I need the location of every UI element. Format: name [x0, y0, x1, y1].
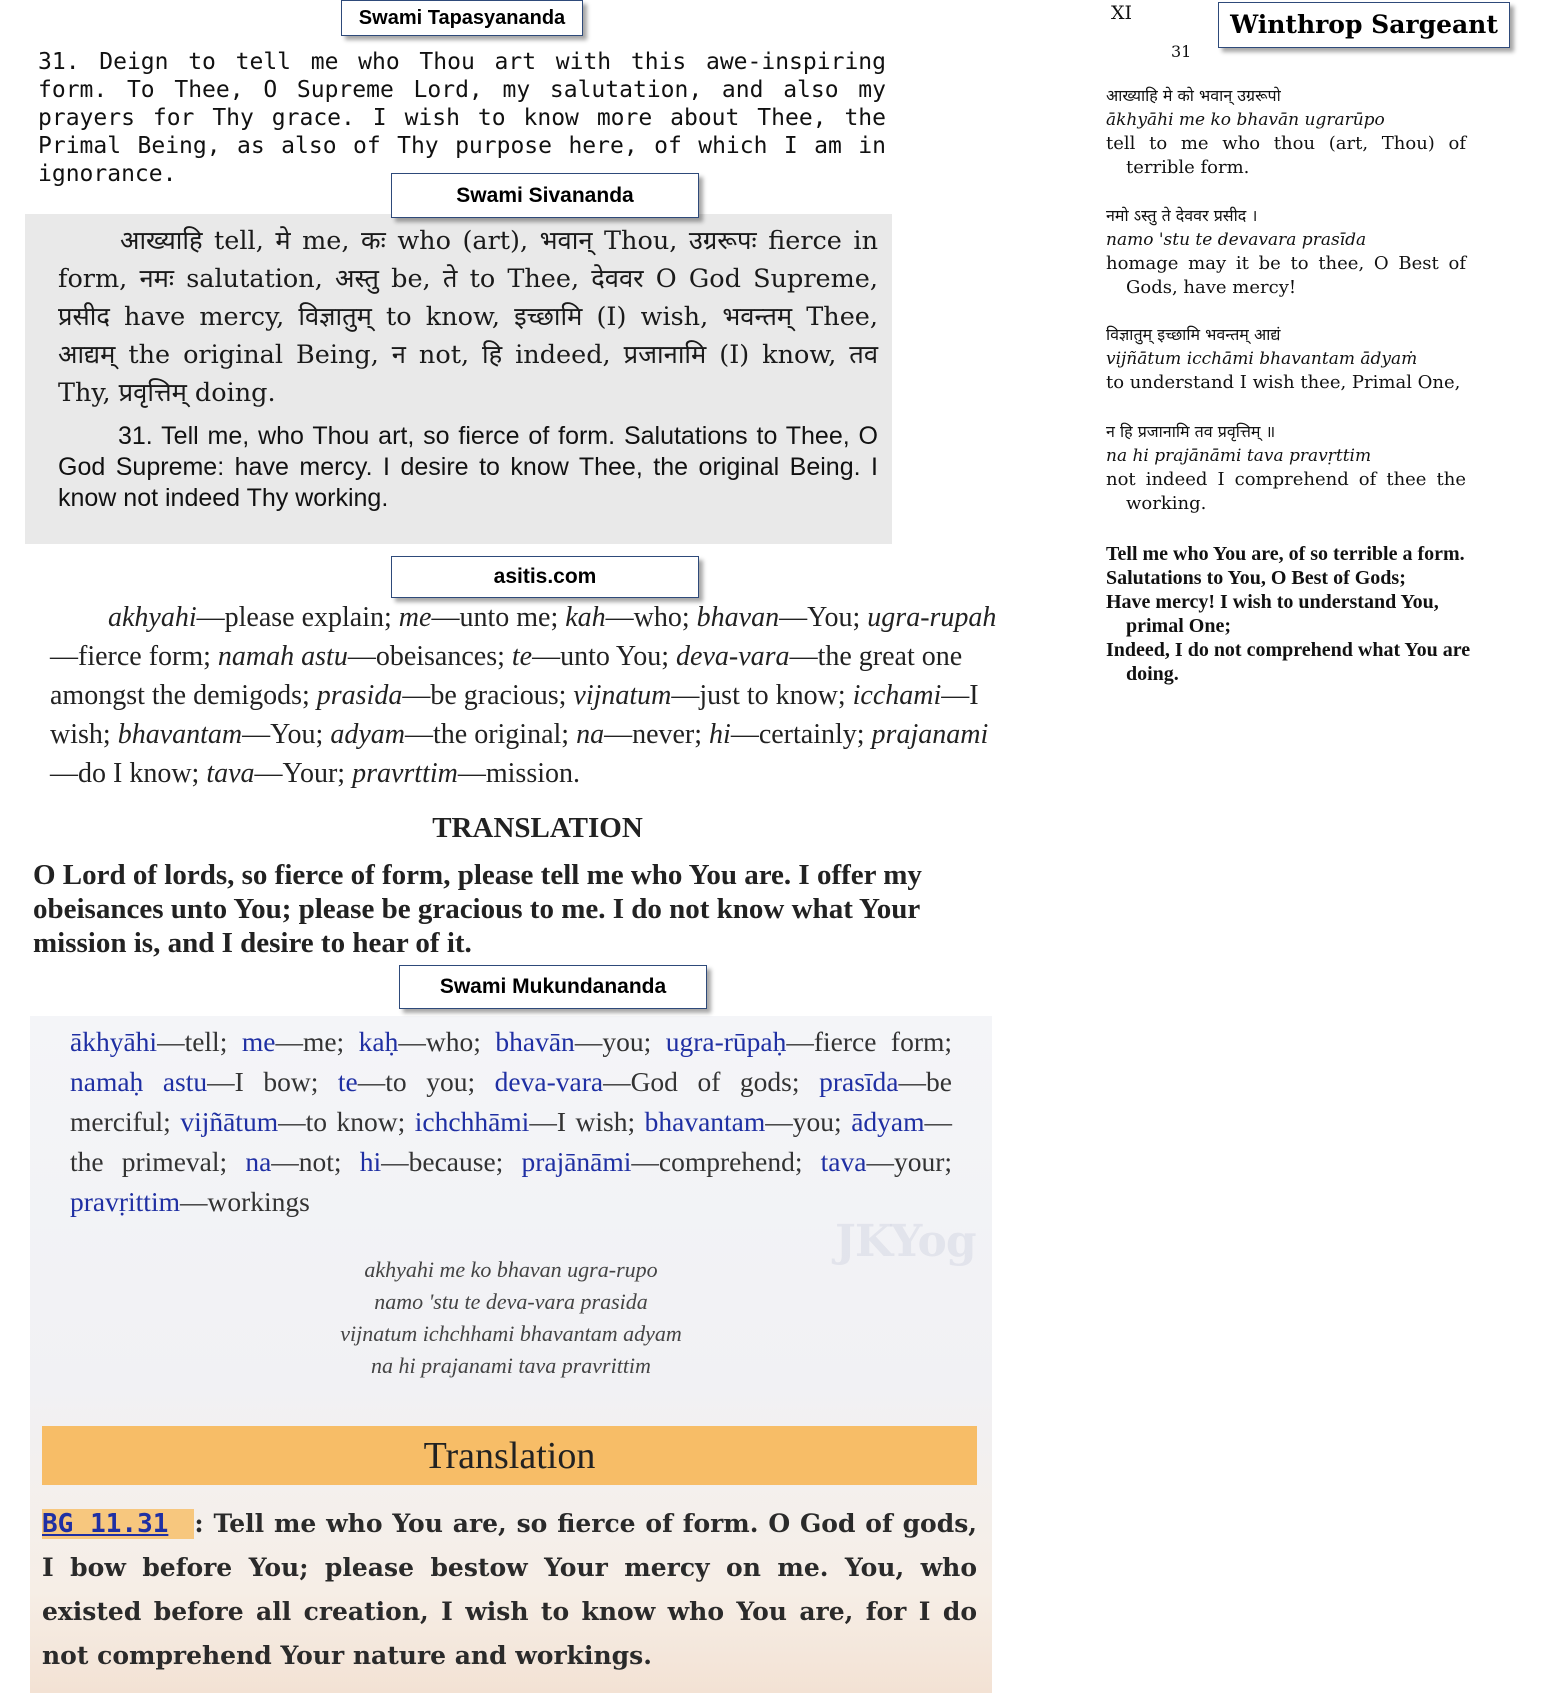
gloss-term: akhyahi — [108, 602, 197, 633]
gloss-term: kaḥ — [358, 1026, 399, 1057]
sargeant-devanagari: आख्याहि मे को भवान् उग्ररूपो — [1106, 86, 1281, 105]
gloss-meaning: —I wish; — [529, 1106, 645, 1137]
gloss-term: pravrttim — [352, 758, 458, 789]
gloss-meaning: —please explain; — [196, 602, 399, 633]
asitis-gloss — [50, 598, 1010, 793]
gloss-meaning: —workings — [179, 1186, 310, 1217]
gloss-meaning: —You; — [779, 602, 868, 633]
jkyog-watermark: JKYog — [835, 1216, 976, 1267]
sargeant-english: homage may it be to thee, O Best of Gods, have mercy! — [1106, 253, 1466, 298]
gloss-meaning: —be gracious; — [402, 680, 574, 711]
gloss-meaning: —to you; — [357, 1066, 495, 1097]
mukundananda-translation-heading: Translation — [42, 1426, 977, 1485]
gloss-term: vijñātum — [180, 1106, 279, 1137]
gloss-term: hi — [359, 1146, 382, 1177]
verse-line: na hi prajanami tava pravrittim — [371, 1353, 651, 1378]
gloss-meaning: —never; — [604, 719, 710, 750]
gloss-term: kah — [565, 602, 606, 633]
sargeant-devanagari: विज्ञातुम् इच्छामि भवन्तम् आद्यं — [1106, 325, 1281, 344]
gloss-term: prajānāmi — [521, 1146, 632, 1177]
asitis-translation: O Lord of lords, so fierce of form, please tell me who You are. I offer my obeisances unto You; please be gracious to me. I do not know what Your mission is, and I desire to hear of it. — [33, 859, 922, 959]
asitis-translation-heading: TRANSLATION — [432, 812, 643, 844]
gloss-meaning: —the original; — [404, 719, 577, 750]
gloss-term: te — [337, 1066, 358, 1097]
sargeant-translation-line: Salutations to You, O Best of Gods; — [1106, 567, 1406, 589]
gloss-term: deva-vara — [676, 641, 790, 672]
tapasyananda-label: Swami Tapasyananda — [341, 0, 583, 36]
gloss-meaning: —tell; — [157, 1026, 242, 1057]
gloss-term: deva-vara — [494, 1066, 604, 1097]
sargeant-line-1 — [1106, 84, 1466, 180]
sargeant-english: not indeed I comprehend of thee the working. — [1106, 469, 1466, 514]
verse-line: vijnatum ichchhami bhavantam adyam — [340, 1321, 682, 1346]
mukundananda-gloss — [70, 1022, 952, 1222]
mukundananda-verse — [30, 1254, 992, 1382]
gloss-meaning: —who; — [398, 1026, 496, 1057]
tapasyananda-text: 31. Deign to tell me who Thou art with this awe-inspiring form. To Thee, O Supreme Lord, my salutation, and also my prayers for Thy grace. I wish to know more about Thee, the Primal Being, as also of Thy purpose here, of which I am in ignorance. — [38, 49, 886, 187]
gloss-meaning: —Your; — [254, 758, 353, 789]
sargeant-translation-line: Have mercy! I wish to understand You, primal One; — [1106, 591, 1439, 637]
gloss-meaning: —fierce form; — [786, 1026, 953, 1057]
gloss-term: pravṛittim — [70, 1186, 180, 1217]
gloss-meaning: —comprehend; — [631, 1146, 821, 1177]
gloss-meaning: —be merciful; — [70, 1066, 952, 1137]
sargeant-transliteration: ākhyāhi me ko bhavān ugrarūpo — [1106, 110, 1385, 130]
gloss-term: bhavān — [495, 1026, 575, 1057]
gloss-term: na — [576, 719, 605, 750]
sivananda-label: Swami Sivananda — [391, 173, 699, 218]
sivananda-panel — [25, 214, 892, 544]
gloss-term: me — [398, 602, 432, 633]
verse-reference-link[interactable]: BG 11.31 — [42, 1509, 194, 1539]
mukundananda-label: Swami Mukundananda — [399, 965, 707, 1009]
gloss-term: ādyam — [851, 1106, 925, 1137]
gloss-meaning: —mission. — [457, 758, 580, 789]
gloss-meaning: —the great one amongst the demigods; — [50, 641, 963, 711]
sargeant-translation-line: Indeed, I do not comprehend what You are doing. — [1106, 639, 1471, 685]
gloss-term: namaḥ astu — [70, 1066, 208, 1097]
gloss-term: hi — [709, 719, 731, 750]
gloss-term: ichchhāmi — [414, 1106, 530, 1137]
gloss-term: bhavan — [696, 602, 780, 633]
gloss-meaning: —you; — [574, 1026, 666, 1057]
gloss-meaning: —not; — [271, 1146, 360, 1177]
mukundananda-translation: BG 11.31 : Tell me who You are, so fierce of form. O God of gods, I bow before You; please bestow Your mercy on me. You, who existed before all creation, I wish to know who You are, for I do not comprehend Your nature and workings. — [42, 1509, 977, 1670]
gloss-term: prasīda — [819, 1066, 899, 1097]
sargeant-line-2 — [1106, 204, 1466, 300]
gloss-meaning: —me; — [275, 1026, 359, 1057]
gloss-term: ugra-rūpaḥ — [665, 1026, 787, 1057]
gloss-meaning: —you; — [765, 1106, 852, 1137]
gloss-term: bhavantam — [117, 719, 243, 750]
gloss-term: prasida — [316, 680, 403, 711]
gloss-term: ākhyāhi — [70, 1026, 158, 1057]
sargeant-transliteration: vijñātum icchāmi bhavantam ādyaṁ — [1106, 349, 1418, 369]
gloss-meaning: —certainly; — [730, 719, 872, 750]
gloss-meaning: —just to know; — [671, 680, 853, 711]
verse-line: akhyahi me ko bhavan ugra-rupo — [364, 1257, 658, 1282]
sargeant-line-3 — [1106, 323, 1466, 395]
gloss-term: tava — [206, 758, 255, 789]
sargeant-translation — [1106, 542, 1486, 686]
gloss-meaning: —to know; — [278, 1106, 415, 1137]
sargeant-translation-line: Tell me who You are, of so terrible a form. — [1106, 543, 1465, 565]
gloss-meaning: —because; — [381, 1146, 522, 1177]
gloss-meaning: —I wish; — [50, 680, 979, 750]
gloss-meaning: —who; — [605, 602, 697, 633]
mukundananda-panel — [30, 1016, 992, 1693]
gloss-meaning: —I bow; — [207, 1066, 338, 1097]
sargeant-line-4 — [1106, 420, 1466, 516]
gloss-meaning: —God of gods; — [603, 1066, 820, 1097]
sargeant-transliteration: na hi prajānāmi tava pravṛttim — [1106, 446, 1372, 466]
gloss-meaning: —the primeval; — [70, 1106, 953, 1177]
gloss-meaning: —obeisances; — [347, 641, 512, 672]
gloss-term: bhavantam — [644, 1106, 766, 1137]
gloss-term: namah astu — [217, 641, 348, 672]
gloss-term: na — [245, 1146, 272, 1177]
gloss-term: te — [511, 641, 533, 672]
sargeant-label: Winthrop Sargeant — [1218, 2, 1510, 48]
sargeant-devanagari: नमो ऽस्तु ते देववर प्रसीद । — [1106, 206, 1258, 225]
sargeant-transliteration: namo 'stu te devavara prasīda — [1106, 230, 1367, 250]
gloss-meaning: —fierce form; — [50, 641, 218, 672]
gloss-term: me — [241, 1026, 276, 1057]
gloss-meaning: —You; — [242, 719, 331, 750]
sargeant-devanagari: न हि प्रजानामि तव प्रवृत्तिम् ॥ — [1106, 422, 1276, 441]
gloss-meaning: —unto You; — [532, 641, 677, 672]
gloss-term: ugra-rupah — [867, 602, 997, 633]
asitis-label: asitis.com — [391, 556, 699, 598]
mukundananda-translation-text: Tell me who You are, so fierce of form. O God of gods, I bow before You; please bestow Your mercy on me. You, who existed before all creation, I wish to know who You are, for I do not comprehend Your nature and workings. — [42, 1509, 977, 1670]
sargeant-verse-number: 31 — [1171, 42, 1192, 61]
gloss-term: adyam — [330, 719, 405, 750]
sivananda-translation: 31. Tell me, who Thou art, so fierce of form. Salutations to Thee, O God Supreme: have mercy. I desire to know Thee, the original Being. I know not indeed Thy working. — [58, 422, 878, 512]
gloss-term: prajanami — [871, 719, 989, 750]
gloss-meaning: —your; — [866, 1146, 952, 1177]
sargeant-chapter: XI — [1111, 2, 1133, 24]
sargeant-english: to understand I wish thee, Primal One, — [1106, 372, 1461, 393]
gloss-meaning: —unto me; — [431, 602, 566, 633]
sargeant-english: tell to me who thou (art, Thou) of terrible form. — [1106, 133, 1466, 178]
verse-line: namo 'stu te deva-vara prasida — [374, 1289, 648, 1314]
gloss-term: vijnatum — [573, 680, 672, 711]
gloss-term: icchami — [852, 680, 942, 711]
gloss-term: tava — [820, 1146, 867, 1177]
sivananda-gloss: आख्याहि tell, मे me, कः who (art), भवान् Thou, उग्ररूपः fierce in form, नमः salutation, अस्तु be, ते to Thee, देववर O God Supreme, प्रसीद have mercy, विज्ञातुम् to know, इच्छामि (I) wish, भवन्तम् Thee, आद्यम् the original Being, न not, हि indeed, प्रजानामि (I) know, तव Thy, प्रवृत्तिम् doing. — [58, 226, 878, 408]
gloss-meaning: —do I know; — [50, 758, 207, 789]
